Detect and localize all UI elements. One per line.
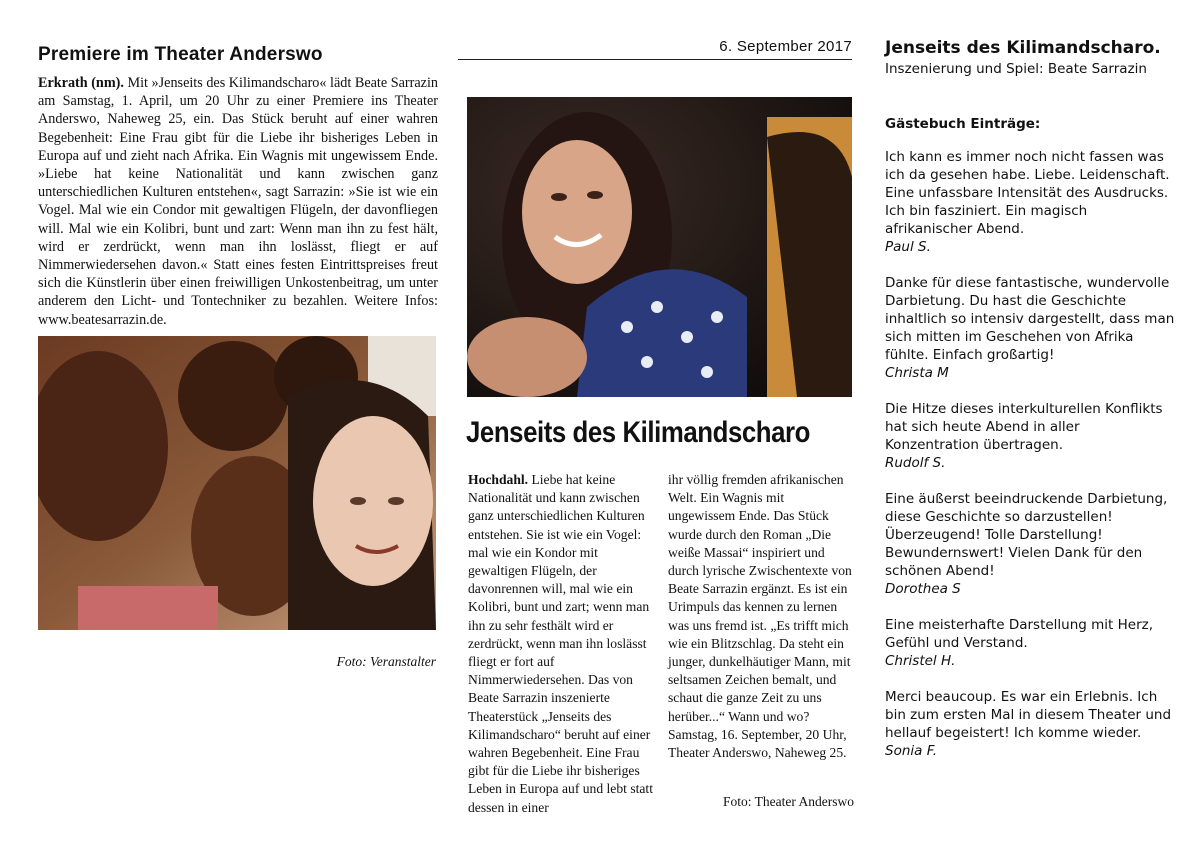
guestbook-heading: Gästebuch Einträge: [885,116,1041,132]
entry-text: Die Hitze dieses interkulturellen Konflikts hat sich heute Abend in aller Konzentration übertragen. [885,401,1163,453]
entry-author: Christel H. [885,653,956,669]
photo-actress [467,97,852,397]
article2-text-left: Liebe hat keine Nationalität und kann zwischen ganz unterschiedlichen Kulturen entstehen. Sie ist wie ein Vogel: mal wie ein Kondor mit gewaltigen Flügeln, der davonrennen will, mal wie ein Kolibri, bunt und zart; wenn man ihn zu sehr festhält wird er zerdrückt, wenn man ihn loslässt fliegt er fort auf Nimmerwiedersehen. Das von Beate Sarrazin inszenierte Theaterstück „Jenseits des Kilimandscharo“ beruht auf einer wahren Begebenheit. Eine Frau gibt für die Liebe ihr bisheriges Leben in Europa auf und lebt statt dessen in einer [468,472,653,815]
article1-lead: Erkrath (nm). [38,75,124,91]
guestbook-entry [885,274,1175,382]
entry-author: Paul S. [885,239,931,255]
article2-column-right [668,471,853,762]
guestbook-entry [885,148,1175,256]
entry-text: Eine meisterhafte Darstellung mit Herz, Gefühl und Verstand. [885,617,1154,651]
article2-lead: Hochdahl. [468,472,529,487]
article1-text: Mit »Jenseits des Kilimandscharo« lädt Beate Sarrazin am Samstag, 1. April, um 20 Uhr zu einer Premiere ins Theater Anderswo, Naheweg 25, ein. Das Stück beruht auf einer wahren Begebenheit: Eine Frau gibt für die Liebe ihr bisheriges Leben in Europa auf und zieht nach Afrika. Ein Wagnis mit ungewissem Ende. »Liebe hat keine Nationalität und kann zwischen ganz unterschiedlichen Kulturen entstehen«, sagt Sarrazin: »Sie ist wie ein Vogel. Mal wie ein Condor mit gewaltigen Flügeln, der davonfliegen will. Mal wie ein Kolibri, bunt und zart: Wenn man ihn zu fest hält, wird er zerdrückt, wenn man ihn loslässt, fliegt er auf Nimmerwiedersehen davon.« Statt eines festen Eintrittspreises freut sich die Künstlerin über einen freiwilligen Unkostenbeitrag, um unter anderem den Licht- und Tontechniker zu bezahlen. Weitere Infos: www.beatesarrazin.de. [38,75,438,328]
entry-text: Danke für diese fantastische, wundervolle Darbietung. Du hast die Geschichte inhaltlich so intensiv dargestellt, dass man sich mitten im Geschehen von Afrika fühlte. Einfach großartig! [885,275,1175,363]
article1-body [38,74,438,329]
guestbook-entry [885,688,1175,760]
guestbook-subtitle: Inszenierung und Spiel: Beate Sarrazin [885,61,1147,77]
publication-date: 6. September 2017 [719,38,852,55]
article1-photo-caption: Foto: Veranstalter [336,654,436,669]
entry-author: Sonia F. [885,743,938,759]
photo-children-and-woman [38,336,436,630]
article2-text-right: ihr völlig fremden afrikanischen Welt. Ein Wagnis mit ungewissem Ende. Das Stück wurde durch den Roman „Die weiße Massai“ inspiriert und durch lyrische Zwischentexte von Beate Sarrazin ergänzt. Es ist ein Urimpuls das kennen zu lernen was uns fremd ist. „Es trifft mich wie ein Blitzschlag. Da steht ein junger, dunkelhäutiger Mann, mit seltsamen Zeichen bemalt, und schaut die ganze Zeit zu uns herüber...“ Wann und wo? Samstag, 16. September, 20 Uhr, Theater Anderswo, Naheweg 25. [668,472,852,761]
article1-heading: Premiere im Theater Anderswo [38,44,323,65]
article2-column-left [468,471,653,817]
entry-text: Merci beaucoup. Es war ein Erlebnis. Ich bin zum ersten Mal in diesem Theater und hellauf begeistert! Ich komme wieder. [885,689,1172,741]
date-divider [458,59,852,60]
article2-photo-caption: Foto: Theater Anderswo [723,794,854,809]
entry-author: Christa M [885,365,949,381]
entry-author: Dorothea S [885,581,961,597]
guestbook-entries [885,148,1175,778]
guestbook-title: Jenseits des Kilimandscharo. [885,38,1161,58]
entry-text: Eine äußerst beeindruckende Darbietung, diese Geschichte so darzustellen! Überzeugend! Tolle Darstellung! Bewundernswert! Vielen Dank für den schönen Abend! [885,491,1168,579]
article2-heading: Jenseits des Kilimandscharo [466,416,810,449]
entry-author: Rudolf S. [885,455,946,471]
guestbook-entry [885,490,1175,598]
entry-text: Ich kann es immer noch nicht fassen was ich da gesehen habe. Liebe. Leidenschaft. Eine unfassbare Intensität des Ausdrucks. Ich bin fasziniert. Ein magisch afrikanischer Abend. [885,149,1170,237]
guestbook-entry [885,616,1175,670]
guestbook-entry [885,400,1175,472]
